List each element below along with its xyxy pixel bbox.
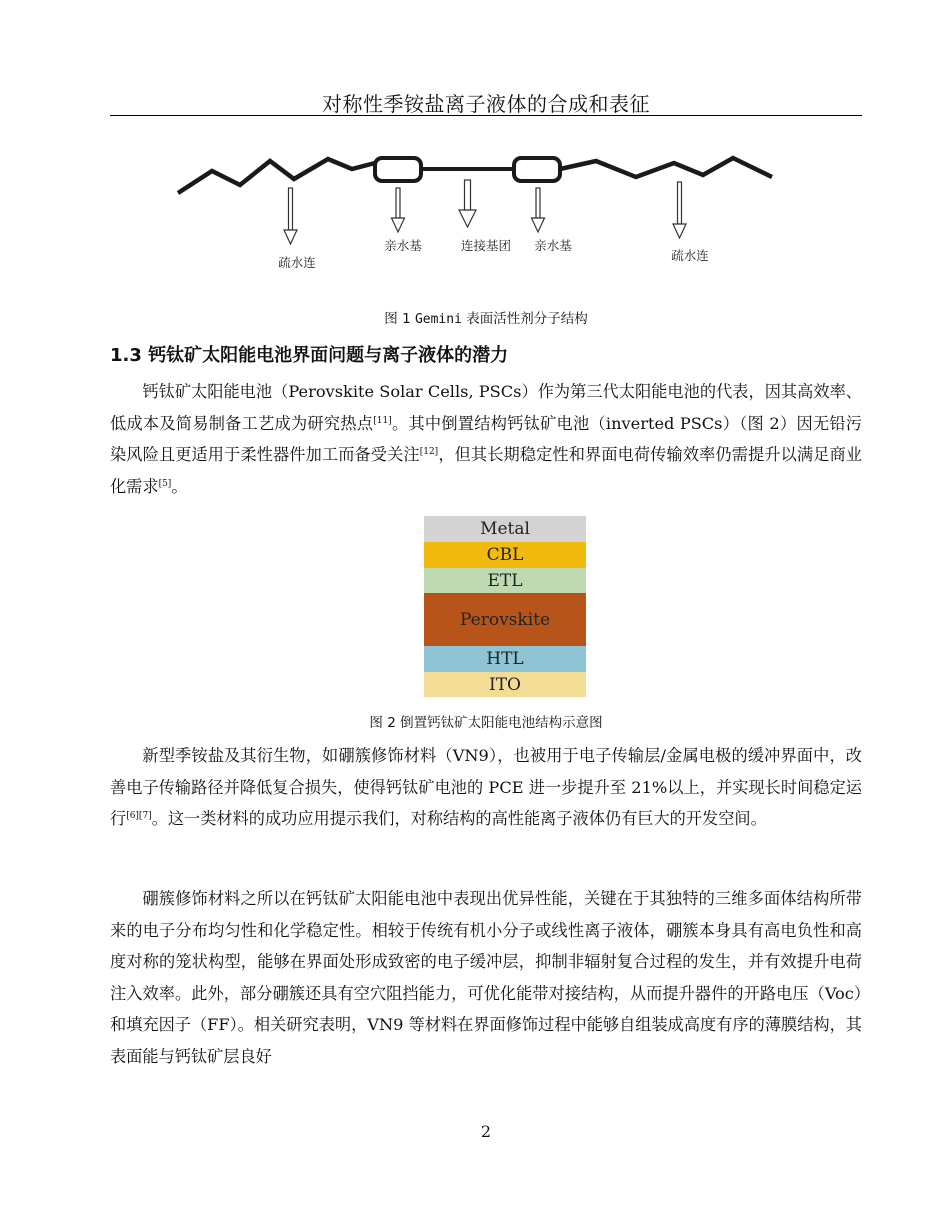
running-header: 对称性季铵盐离子液体的合成和表征 [322, 92, 650, 116]
layer-ito-label: ITO [489, 674, 521, 695]
layer-htl [424, 646, 586, 672]
layer-etl-label: ETL [487, 570, 523, 591]
figure2-caption: 图 2 倒置钙钛矿太阳能电池结构示意图 [369, 715, 603, 731]
citation-6-7: [6][7] [126, 811, 152, 821]
arrow-hydrophobic-left [284, 188, 297, 244]
hydrophobic-chain-left [178, 159, 375, 193]
paragraph-1-text-2: 。其中倒置结构钙钛矿电池（inverted PSCs）（图 2）因无铅污染风险且更适用于柔性器件加工而备受关注 [110, 413, 862, 464]
arrow-hydrophilic-right [532, 188, 545, 232]
label-hydrophilic-left: 亲水基 [384, 238, 422, 253]
layer-ito [424, 672, 586, 697]
paragraph-1 [110, 376, 862, 502]
paragraph-2-text-1: 新型季铵盐及其衍生物，如硼簇修饰材料（VN9），也被用于电子传输层/金属电极的缓冲界面中，改善电子传输路径并降低复合损失，使得钙钛矿电池的 PCE 进一步提升至 21%以上，并实现长时间稳定运行 [110, 746, 862, 828]
paragraph-2-text-2: 。这一类材料的成功应用提示我们，对称结构的高性能离子液体仍有巨大的开发空间。 [151, 809, 767, 828]
arrow-hydrophilic-left [392, 188, 405, 232]
layer-htl-label: HTL [486, 649, 524, 669]
layer-perovskite-label: Perovskite [459, 609, 551, 630]
gemini-structure-diagram [170, 140, 780, 275]
paragraph-3: 硼簇修饰材料之所以在钙钛矿太阳能电池中表现出优异性能，关键在于其独特的三维多面体结构所带来的电子分布均匀性和化学稳定性。相较于传统有机小分子或线性离子液体，硼簇本身具有高电负性和高度对称的笼状构型，能够在界面处形成致密的电子缓冲层，抑制非辐射复合过程的发生，并有效提升电荷注入效率。此外，部分硼簇还具有空穴阻挡能力，可优化能带对接结构，从而提升器件的开路电压（Voc）和填充因子（FF）。相关研究表明，VN9 等材料在界面修饰过程中能够自组装成高度有序的薄膜结构，其表面能与钙钛矿层良好 [110, 889, 862, 1066]
citation-11: [11] [373, 415, 392, 426]
citation-12: [12] [419, 447, 439, 457]
layer-cbl [424, 542, 586, 568]
paragraph-1-text-1: 钙钛矿太阳能电池（Perovskite Solar Cells, PSCs）作为第三代太阳能电池的代表，因其高效率、低成本及简易制备工艺成为研究热点 [110, 382, 862, 433]
label-hydrophilic-right: 亲水基 [534, 238, 572, 253]
hydrophilic-head-right [514, 158, 560, 181]
layer-perovskite [424, 593, 586, 646]
layer-metal-label: Metal [480, 519, 530, 539]
label-hydrophobic-right: 疏水连 [671, 248, 709, 263]
hydrophobic-chain-right [560, 158, 772, 177]
layer-cbl-label: CBL [486, 545, 524, 565]
citation-5: [5] [158, 478, 172, 489]
section-heading: 1.3 钙钛矿太阳能电池界面问题与离子液体的潜力 [110, 345, 509, 366]
figure1-caption-prefix: 图 1 [384, 311, 415, 327]
paragraph-1-text-4: 。 [171, 476, 188, 496]
arrow-hydrophobic-right [673, 182, 686, 238]
figure1-caption-en: Gemini [414, 312, 462, 327]
header-rule [110, 115, 862, 116]
layer-metal [424, 516, 586, 542]
hydrophilic-head-left [375, 158, 421, 181]
figure1-caption-suffix: 表面活性剂分子结构 [461, 311, 588, 327]
page-number: 2 [480, 1122, 492, 1141]
paragraph-2 [110, 740, 862, 835]
device-layer-stack [424, 516, 586, 697]
layer-etl [424, 568, 586, 593]
arrow-linker [459, 180, 476, 227]
label-linker: 连接基团 [460, 238, 512, 253]
figure1-caption [110, 307, 862, 327]
paragraph-1-text-3: ，但其长期稳定性和界面电荷传输效率仍需提升以满足商业化需求 [110, 445, 863, 496]
label-hydrophobic-left: 疏水连 [278, 255, 316, 270]
